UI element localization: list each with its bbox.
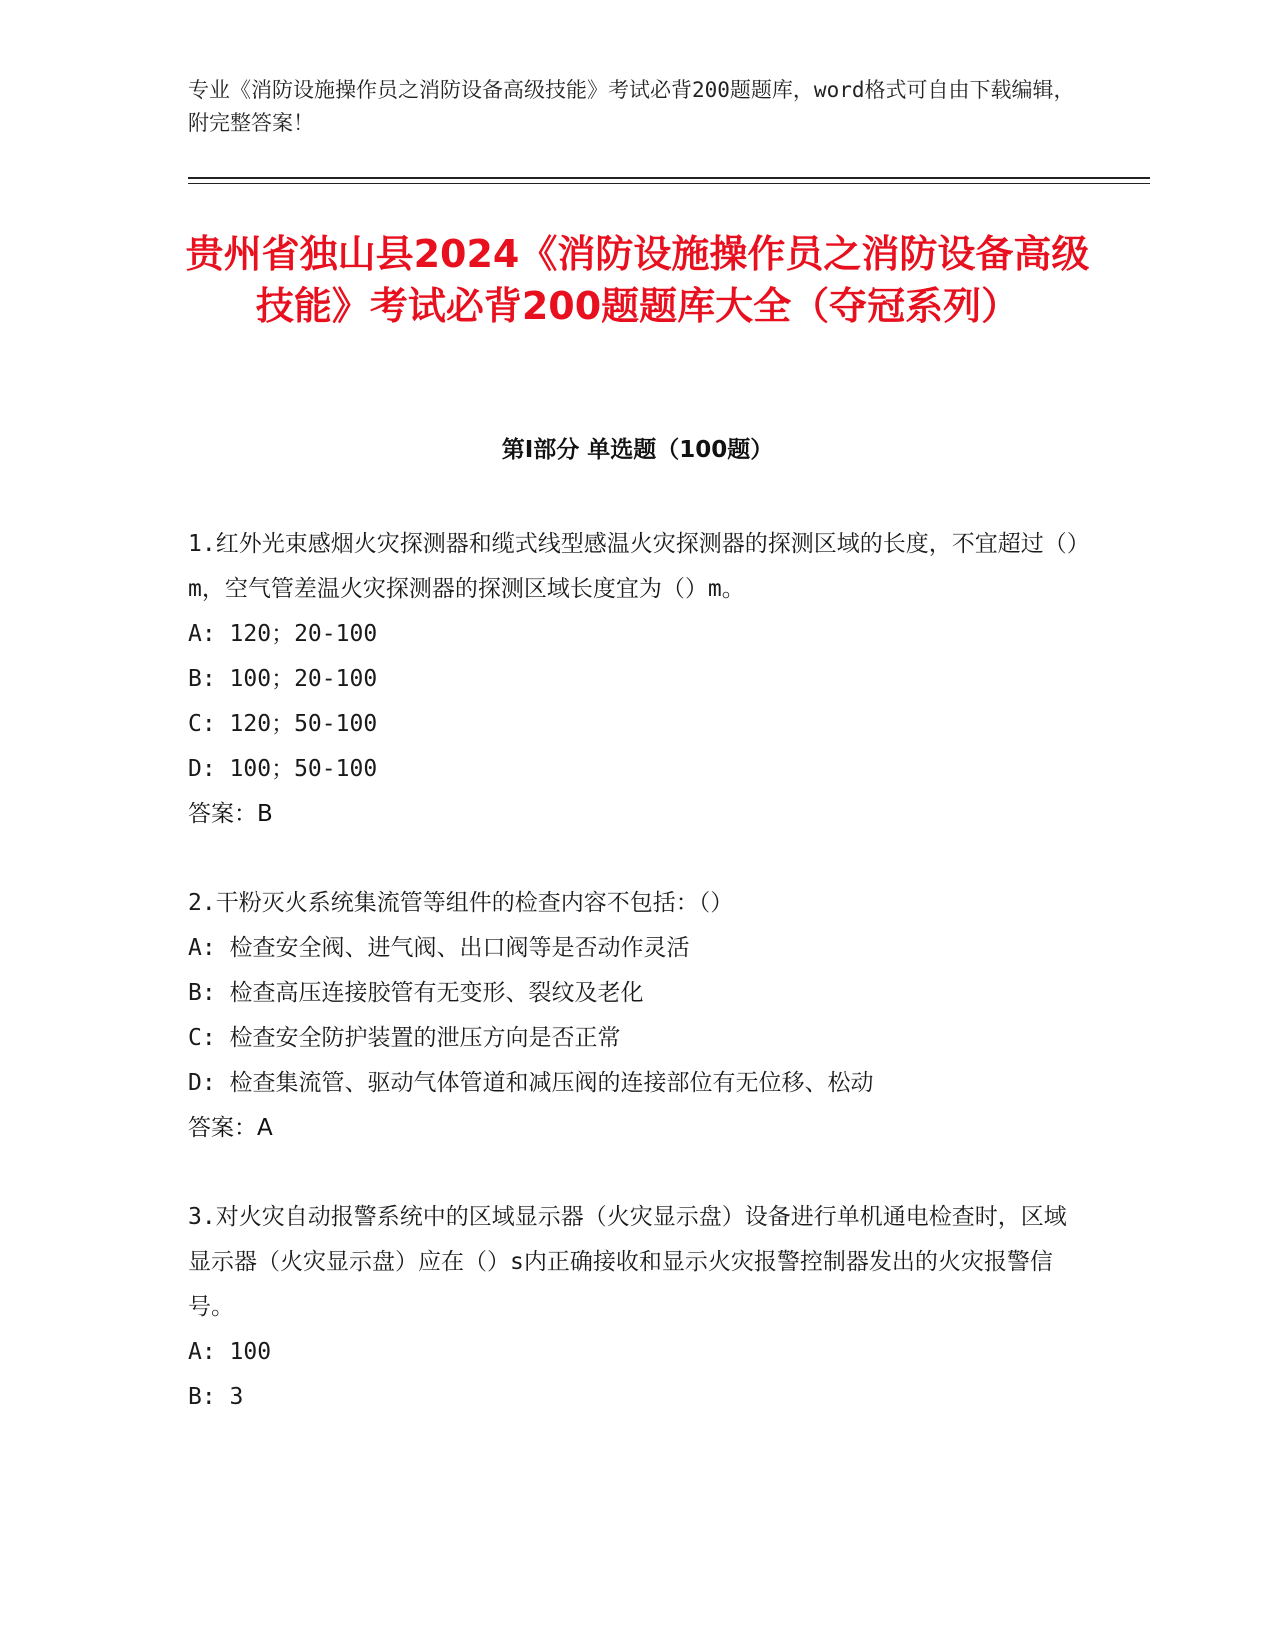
option-a: A: 100 — [188, 1339, 272, 1365]
document-title: 贵州省独山县2024《消防设施操作员之消防设备高级技能》考试必背200题题库大全（夺冠系列） — [185, 232, 1090, 328]
question-list — [188, 522, 1088, 1464]
section-title: 第Ⅰ部分 单选题（100题） — [501, 437, 774, 463]
question-stem: 1.红外光束感烟火灾探测器和缆式线型感温火灾探测器的探测区域的长度，不宜超过（）m，空气管差温火灾探测器的探测区域长度宜为（）m。 — [188, 531, 1079, 602]
header-divider-thin — [188, 183, 1150, 184]
question-3 — [188, 1195, 1088, 1420]
question-1 — [188, 522, 1088, 837]
question-stem: 3.对火灾自动报警系统中的区域显示器（火灾显示盘）设备进行单机通电检查时，区域显示器（火灾显示盘）应在（）s内正确接收和显示火灾报警控制器发出的火灾报警信号。 — [188, 1204, 1067, 1320]
header-divider-thick — [188, 177, 1150, 179]
option-b: B: 100；20-100 — [188, 666, 378, 692]
option-a: A: 检查安全阀、进气阀、出口阀等是否动作灵活 — [188, 935, 690, 961]
question-stem: 2.干粉灭火系统集流管等组件的检查内容不包括：（） — [188, 890, 734, 916]
option-c: C: 检查安全防护装置的泄压方向是否正常 — [188, 1025, 621, 1051]
option-d: D: 检查集流管、驱动气体管道和减压阀的连接部位有无位移、松动 — [188, 1070, 874, 1096]
header-note: 专业《消防设施操作员之消防设备高级技能》考试必背200题题库，word格式可自由下载编辑，附完整答案！ — [188, 78, 1075, 135]
option-a: A: 120；20-100 — [188, 621, 378, 647]
option-b: B: 3 — [188, 1384, 244, 1410]
option-b: B: 检查高压连接胶管有无变形、裂纹及老化 — [188, 980, 644, 1006]
option-c: C: 120；50-100 — [188, 711, 378, 737]
answer: 答案：A — [188, 1115, 273, 1141]
option-d: D: 100；50-100 — [188, 756, 378, 782]
question-2 — [188, 881, 1088, 1151]
answer: 答案：B — [188, 801, 273, 827]
